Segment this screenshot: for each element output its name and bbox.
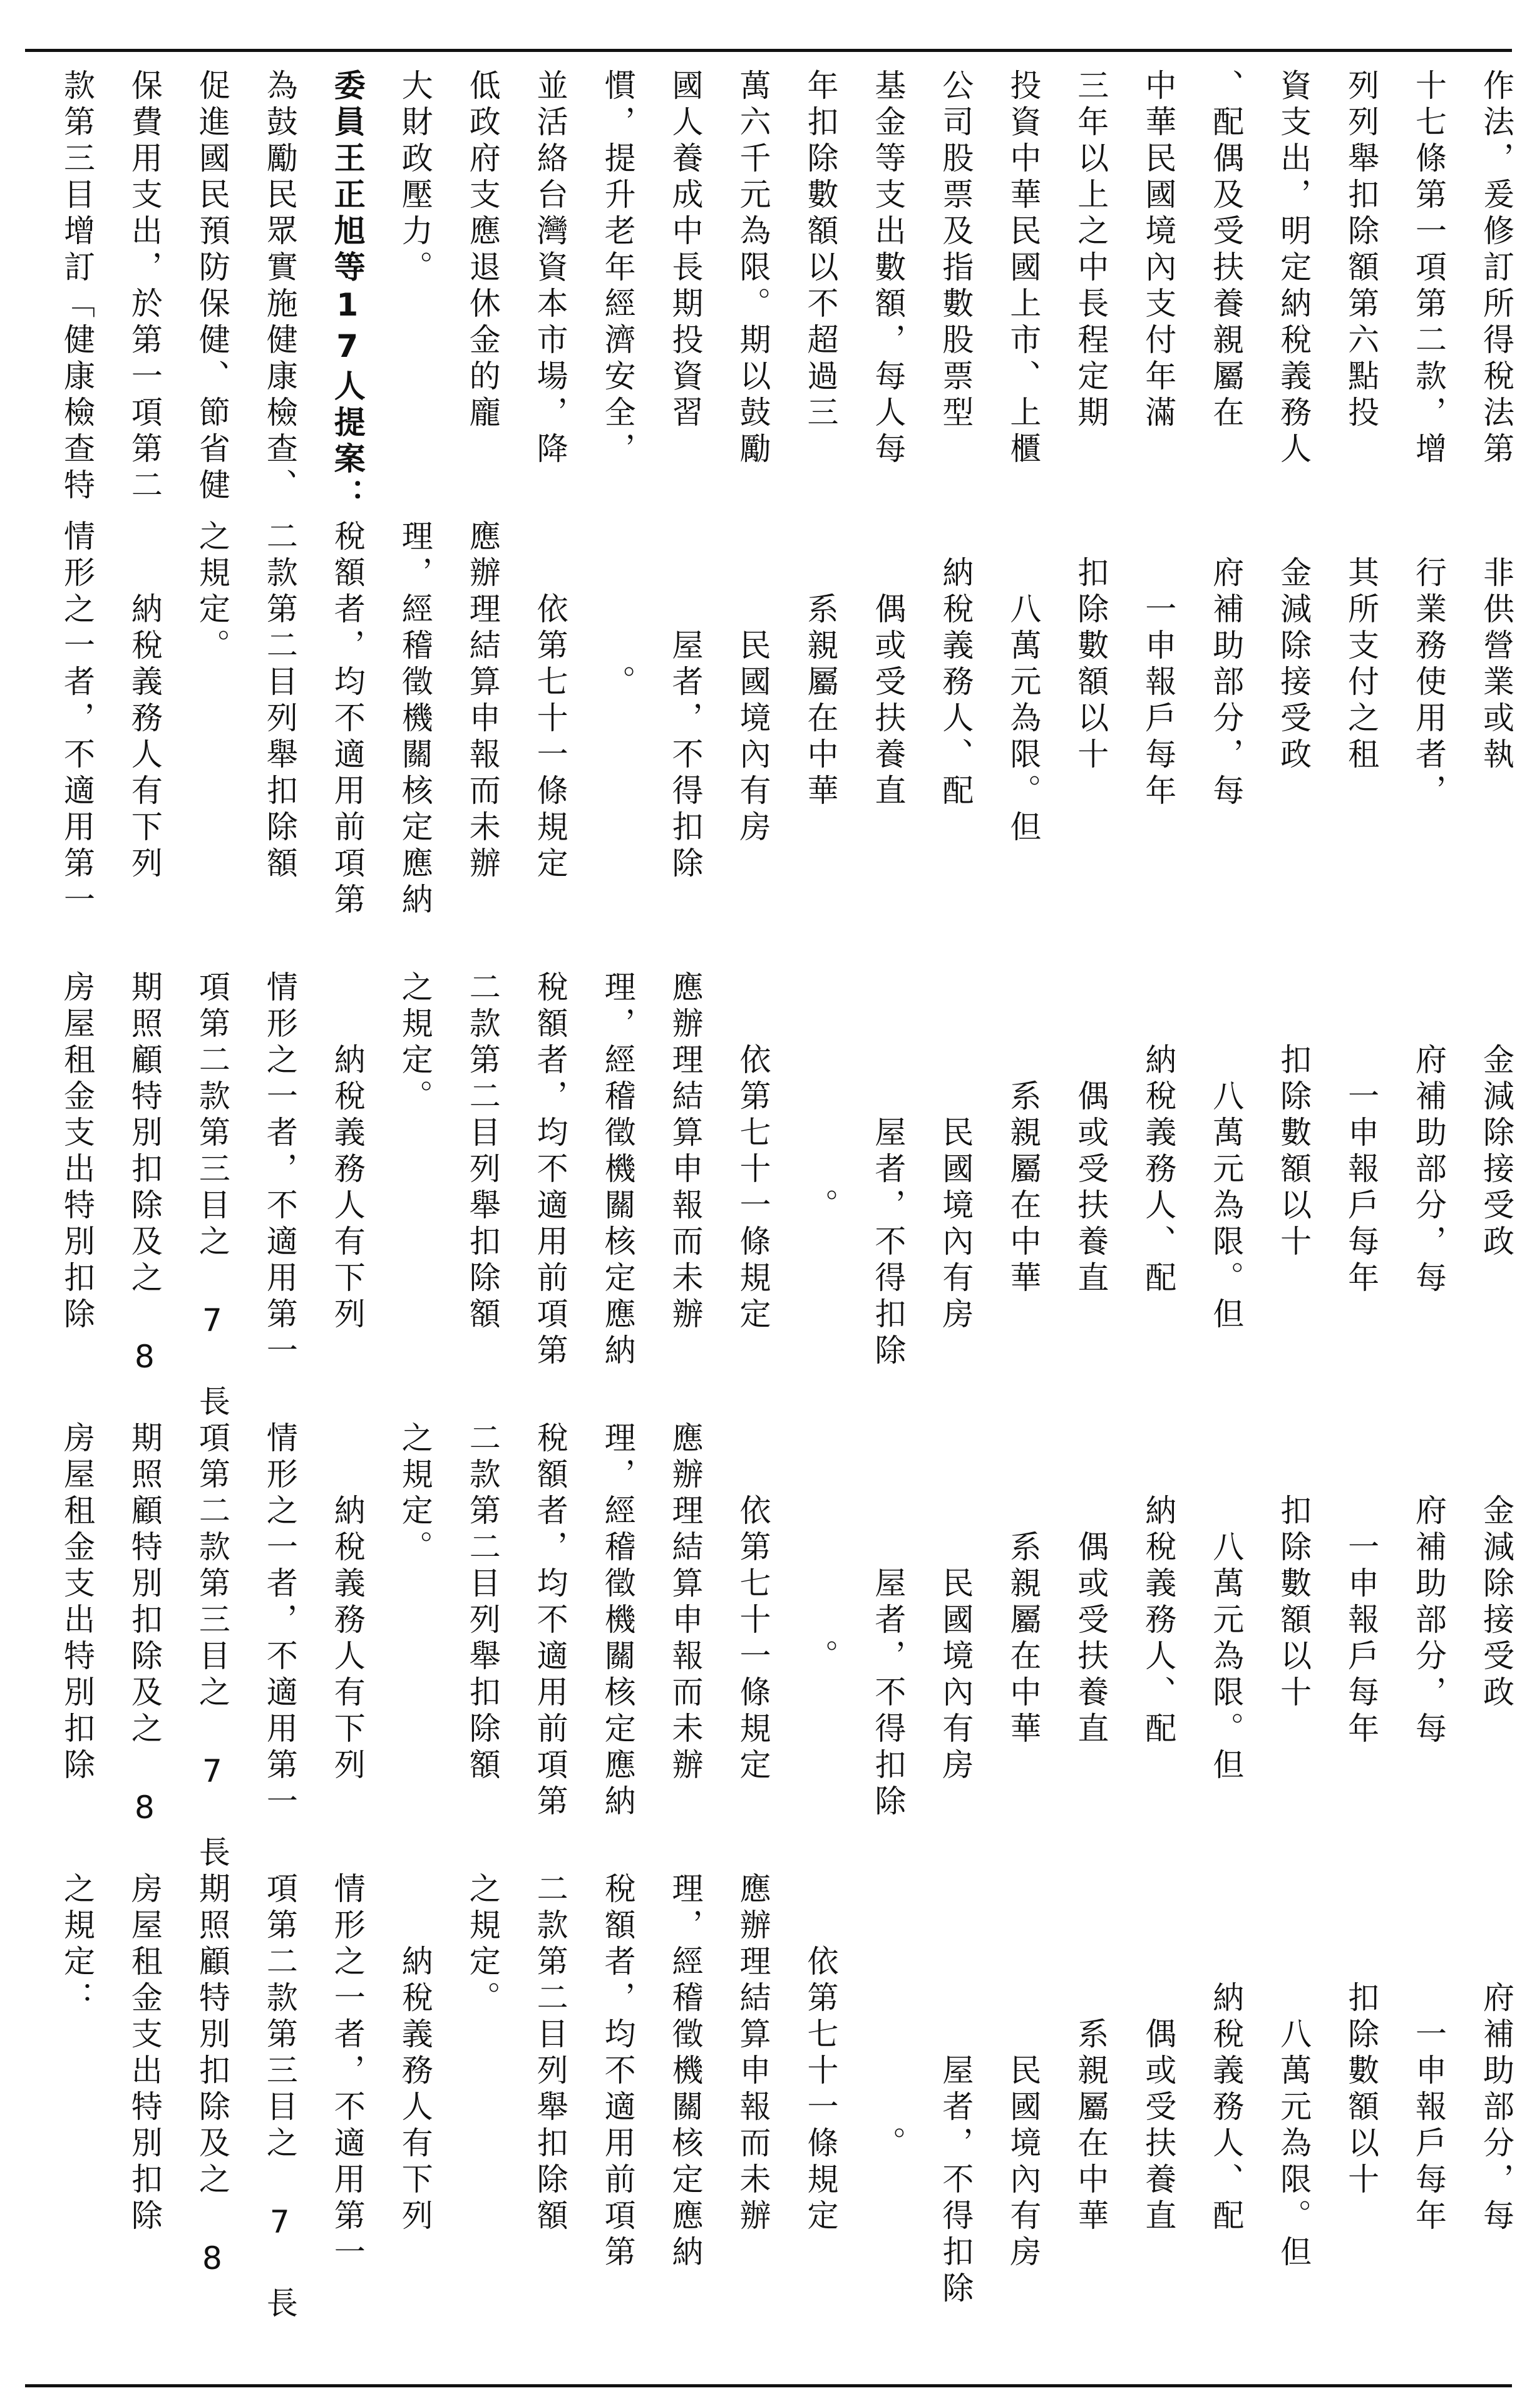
text-column: 房屋租金支出特別扣除 (58, 970, 95, 1334)
text-column: 中華民國境內支付年滿 (1140, 69, 1177, 432)
text-column: 納稅義務人有下列 (126, 592, 163, 883)
text-column: 二款第二目列舉扣除額 (464, 970, 501, 1334)
text-column: 並活絡台灣資本市場，降 (532, 69, 568, 468)
text-column: 期照顧特別扣除及之 8 (126, 970, 163, 1380)
text-column: 資支出，明定納稅義務人 (1275, 69, 1312, 468)
text-column: 作法，爰修訂所得稅法第 (1478, 69, 1514, 468)
text-column: 之規定。 (464, 1872, 501, 2017)
text-column: 系親屬在中華 (1072, 2017, 1109, 2235)
text-column: 項第二款第三目之 7 長 (261, 1872, 298, 2323)
text-column: 一申報戶每年 (1140, 592, 1177, 810)
text-column: 扣除數額以十 (1275, 1494, 1312, 1712)
text-column: 偶或受扶養直 (1072, 1530, 1109, 1748)
text-column: 屋者，不得扣除 (667, 629, 704, 883)
text-column: 應辦理結算申報而未辦 (667, 1421, 704, 1784)
text-column: 稅額者，均不適用前項第 (532, 1421, 568, 1821)
text-column: 非供營業或執 (1478, 556, 1514, 774)
text-column: 府補助部分，每 (1208, 556, 1245, 810)
text-column: 府補助部分，每 (1411, 1043, 1447, 1297)
text-column: 納稅義務人有下列 (329, 1494, 366, 1784)
text-column: 應辦理結算申報而未辦 (464, 520, 501, 883)
bottom-rule (25, 2384, 1512, 2387)
text-column: 納稅義務人、配 (1140, 1494, 1177, 1748)
text-column: 屋者，不得扣除 (937, 2054, 974, 2308)
text-column: 納稅義務人、配 (937, 556, 974, 810)
text-column: 府補助部分，每 (1478, 1981, 1514, 2235)
text-column: 。 (802, 1639, 839, 1675)
text-column: 期照顧特別扣除及之 8 (126, 1421, 163, 1831)
text-column: 一申報戶每年 (1343, 1079, 1380, 1297)
text-column: 民國境內有房 (1005, 2054, 1042, 2272)
text-column: 其所支付之租 (1343, 556, 1380, 774)
text-column: 系親屬在中華 (1005, 1079, 1042, 1297)
text-column: 應辦理結算申報而未辦 (734, 1872, 771, 2235)
text-column: 納稅義務人、配 (1208, 1981, 1245, 2235)
text-column: 八萬元為限。但 (1208, 1530, 1245, 1784)
text-column: 情形之一者，不適用第一 (261, 1421, 298, 1821)
text-column: 期照顧特別扣除及之 8 (193, 1872, 230, 2282)
text-column: 情形之一者，不適用第一 (58, 520, 95, 919)
text-column: 投資中華民國上市、上櫃 (1005, 69, 1042, 468)
text-column: 之規定。 (396, 970, 433, 1116)
text-column: 理，經稽徵機關核定應納 (599, 970, 636, 1370)
text-column: 屋者，不得扣除 (870, 1116, 907, 1370)
text-column: 大財政壓力。 (396, 69, 433, 287)
text-column: 理，經稽徵機關核定應納 (667, 1872, 704, 2272)
text-panel-2 (25, 520, 1512, 970)
text-column: 。 (599, 665, 636, 701)
text-column: 理，經稽徵機關核定應納 (396, 520, 433, 919)
text-column: 之規定： (58, 1872, 95, 2017)
text-column: 公司股票及指數股票型 (937, 69, 974, 432)
text-column: 稅額者，均不適用前項第 (532, 970, 568, 1370)
text-panel-4 (25, 1421, 1512, 1872)
text-column: 依第七十一條規定 (532, 592, 568, 883)
text-column: 理，經稽徵機關核定應納 (599, 1421, 636, 1821)
text-column: 列列舉扣除額第六點投 (1343, 69, 1380, 432)
text-column: 民國境內有房 (937, 1116, 974, 1334)
text-column: 一申報戶每年 (1411, 2017, 1447, 2235)
text-column: 民國境內有房 (937, 1567, 974, 1784)
text-column: 年扣除數額以不超過三 (802, 69, 839, 432)
text-column: 扣除數額以十 (1343, 1981, 1380, 2199)
text-column: 項第二款第三目之 7 長 (193, 1421, 230, 1872)
text-column: 稅額者，均不適用前項第 (599, 1872, 636, 2272)
text-panel-1 (25, 69, 1512, 520)
text-column: 納稅義務人、配 (1140, 1043, 1177, 1297)
text-column: 慣，提升老年經濟安全， (599, 69, 636, 468)
text-column: 。 (870, 2126, 907, 2163)
text-column: 偶或受扶養直 (1072, 1079, 1109, 1297)
text-column: 依第七十一條規定 (734, 1043, 771, 1334)
text-column: 稅額者，均不適用前項第 (329, 520, 366, 919)
text-column: 金減除接受政 (1275, 556, 1312, 774)
text-column: 三年以上之中長程定期 (1072, 69, 1109, 432)
text-column: 情形之一者，不適用第一 (329, 1872, 366, 2272)
text-column: 依第七十一條規定 (734, 1494, 771, 1784)
text-column: 行業務使用者， (1411, 556, 1447, 810)
text-column: 府補助部分，每 (1411, 1494, 1447, 1748)
text-column: 款第三目增訂「健康檢查特 (58, 69, 95, 505)
text-column: 二款第二目列舉扣除額 (464, 1421, 501, 1784)
text-column: 保費用支出，於第一項第二 (126, 69, 163, 505)
text-column: 二款第二目列舉扣除額 (261, 520, 298, 883)
text-column: 十七條第一項第二款，增 (1411, 69, 1447, 468)
text-column: 系親屬在中華 (802, 592, 839, 810)
text-column: 八萬元為限。但 (1208, 1079, 1245, 1334)
text-column: 項第二款第三目之 7 長 (193, 970, 230, 1421)
text-column: 八萬元為限。但 (1275, 2017, 1312, 2272)
text-column: 扣除數額以十 (1275, 1043, 1312, 1261)
text-column: 房屋租金支出特別扣除 (126, 1872, 163, 2235)
text-column: 房屋租金支出特別扣除 (58, 1421, 95, 1784)
text-column: 八萬元為限。但 (1005, 592, 1042, 846)
text-column: 金減除接受政 (1478, 1494, 1514, 1712)
text-column: 金減除接受政 (1478, 1043, 1514, 1261)
text-column: 一申報戶每年 (1343, 1530, 1380, 1748)
text-column: 納稅義務人有下列 (396, 1945, 433, 2235)
text-column: 情形之一者，不適用第一 (261, 970, 298, 1370)
text-column: 依第七十一條規定 (802, 1945, 839, 2235)
text-column: 偶或受扶養直 (1140, 2017, 1177, 2235)
text-column: 國人養成中長期投資習 (667, 69, 704, 432)
text-column: 基金等支出數額，每人每 (870, 69, 907, 468)
text-column: 屋者，不得扣除 (870, 1567, 907, 1821)
text-column: 系親屬在中華 (1005, 1530, 1042, 1748)
top-rule (25, 49, 1512, 52)
text-column: 低政府支應退休金的龐 (464, 69, 501, 432)
text-panel-3 (25, 970, 1512, 1421)
text-column: 萬六千元為限。期以鼓勵 (734, 69, 771, 468)
text-panel-5 (25, 1872, 1512, 2373)
text-column: 之規定。 (396, 1421, 433, 1567)
text-column: 委員王正旭等17人提案： (329, 69, 366, 515)
text-column: 、配偶及受扶養親屬在 (1208, 69, 1245, 432)
text-column: 納稅義務人有下列 (329, 1043, 366, 1334)
text-column: 二款第二目列舉扣除額 (532, 1872, 568, 2235)
text-column: 為鼓勵民眾實施健康檢查、 (261, 69, 298, 505)
text-column: 偶或受扶養直 (870, 592, 907, 810)
text-column: 民國境內有房 (734, 629, 771, 846)
text-column: 之規定。 (193, 520, 230, 665)
text-column: 應辦理結算申報而未辦 (667, 970, 704, 1334)
text-column: 。 (802, 1188, 839, 1225)
text-column: 促進國民預防保健、節省健 (193, 69, 230, 505)
text-column: 扣除數額以十 (1072, 556, 1109, 774)
